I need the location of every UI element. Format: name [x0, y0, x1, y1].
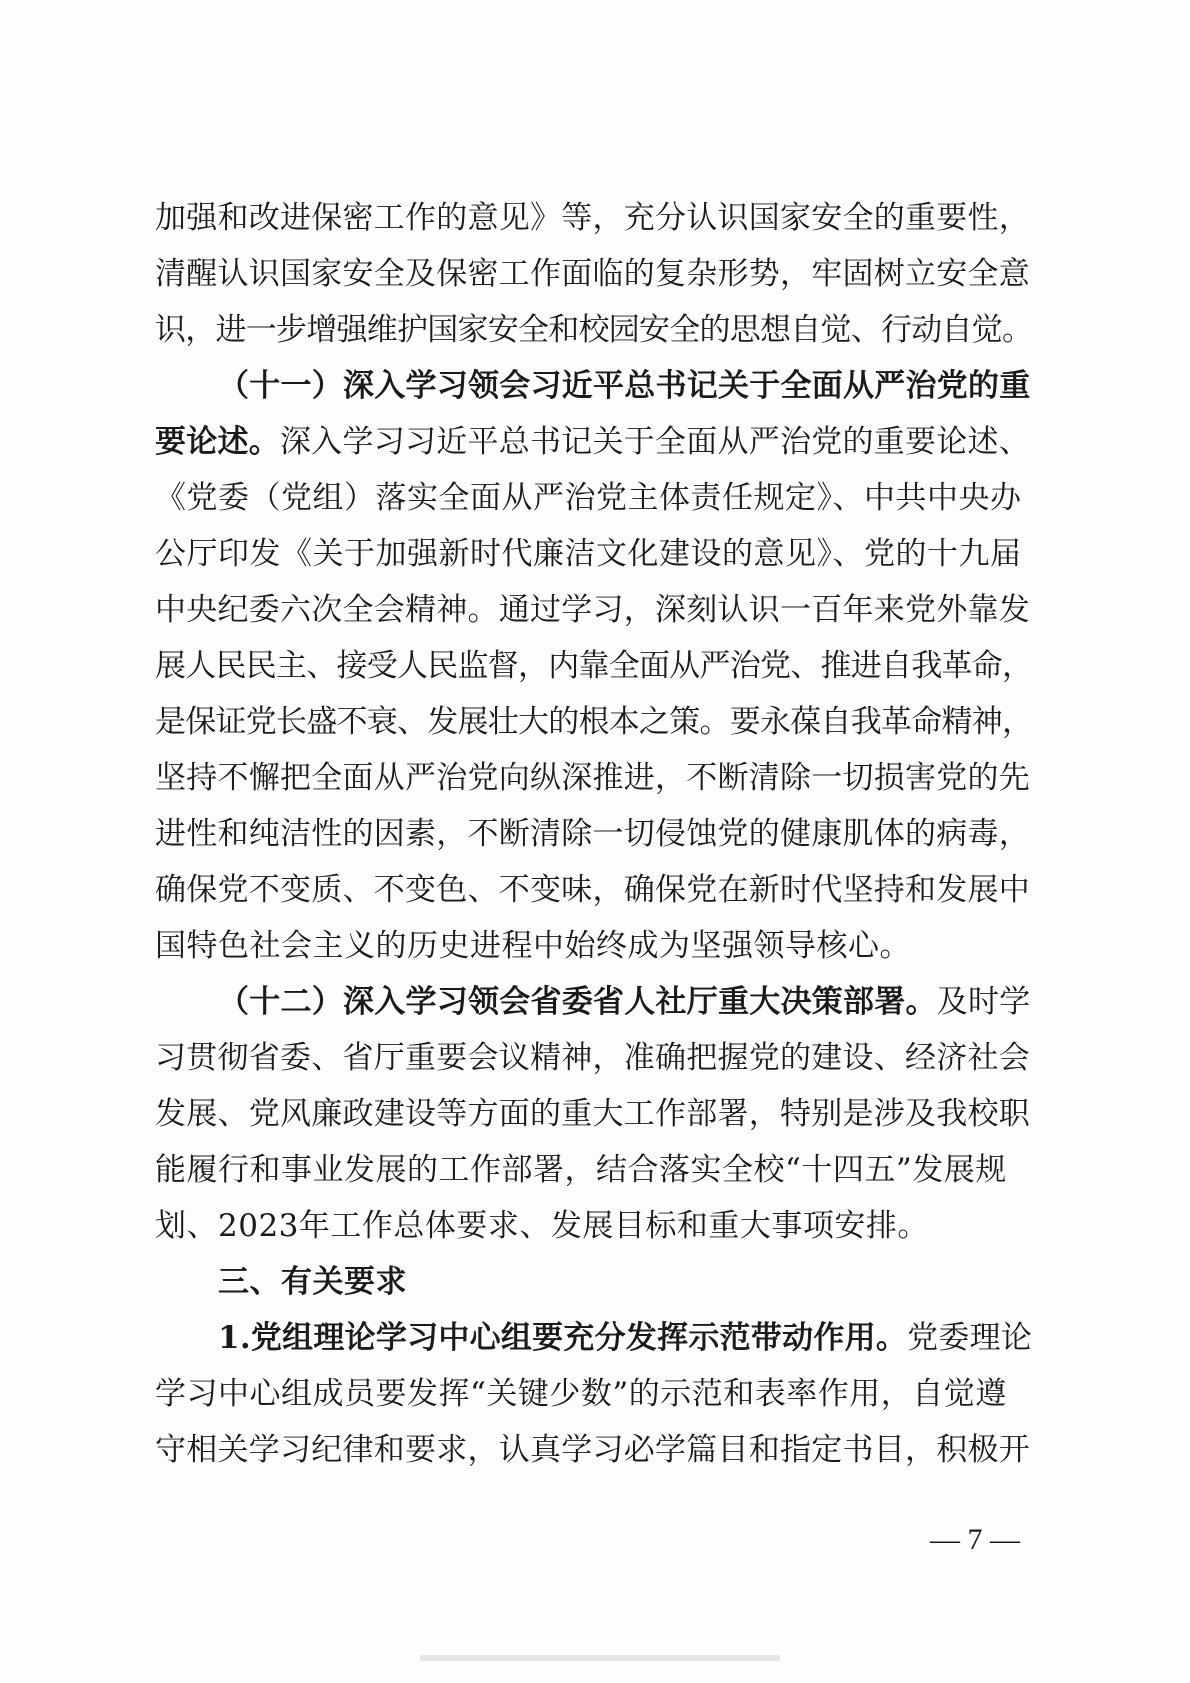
- requirement-item-1: [218, 1318, 1035, 1358]
- text-line: 确保党不变质、不变色、不变味，确保党在新时代坚持和发展中: [155, 872, 1030, 908]
- section-heading-3: 三、有关要求: [218, 1264, 407, 1300]
- text-line: 划、2023年工作总体要求、发展目标和重大事项安排。: [155, 1208, 929, 1244]
- text-line: 习贯彻省委、省厅重要会议精神，准确把握党的建设、经济社会: [155, 1040, 1030, 1076]
- text-line: 国特色社会主义的历史进程中始终成为坚强领导核心。: [155, 928, 911, 964]
- text-line: 坚持不懈把全面从严治党向纵深推进，不断清除一切损害党的先: [155, 760, 1030, 796]
- section-heading-12: （十二）深入学习领会省委省人社厅重大决策部署。: [218, 984, 937, 1020]
- section-heading-11: （十一）深入学习领会习近平总书记关于全面从严治党的重: [218, 368, 1031, 404]
- section-heading-11-tail: 要论述。: [155, 424, 280, 460]
- text-line: 公厅印发《关于加强新时代廉洁文化建设的意见》、党的十九届: [155, 536, 1022, 572]
- text-line: 中央纪委六次全会精神。通过学习，深刻认识一百年来党外靠发: [155, 592, 1030, 628]
- scan-artifact: [420, 1655, 780, 1661]
- text-line: 展人民民主、接受人民监督，内靠全面从严治党、推进自我革命，: [155, 648, 1033, 684]
- text-line: 是保证党长盛不衰、发展壮大的根本之策。要永葆自我革命精神，: [155, 704, 1033, 740]
- text-line: 学习中心组成员要发挥“关键少数”的示范和表率作用，自觉遵: [155, 1376, 1007, 1412]
- text-line: 识，进一步增强维护国家安全和校园安全的思想自觉、行动自觉。: [155, 312, 1033, 348]
- section-11-intro: 深入学习习近平总书记关于全面从严治党的重要论述、: [280, 424, 1030, 460]
- text-line: 守相关学习纪律和要求，认真学习必学篇目和指定书目，积极开: [155, 1432, 1030, 1468]
- text-line: 能履行和事业发展的工作部署，结合落实全校“十四五”发展规: [155, 1152, 1007, 1188]
- text-line: 加强和改进保密工作的意见》等，充分认识国家安全的重要性，: [155, 200, 1030, 236]
- section-12-intro: 及时学: [936, 984, 1031, 1020]
- section-heading-12-line: [218, 982, 1035, 1022]
- section-heading-11-continued: [155, 422, 1035, 462]
- page-number: — 7 —: [930, 1523, 1020, 1556]
- requirement-item-1-title: 1.党组理论学习中心组要充分发挥示范带动作用。: [218, 1320, 908, 1356]
- text-line: 清醒认识国家安全及保密工作面临的复杂形势，牢固树立安全意: [155, 256, 1030, 292]
- requirement-item-1-text: 党委理论: [907, 1320, 1033, 1356]
- text-line: 发展、党风廉政建设等方面的重大工作部署，特别是涉及我校职: [155, 1096, 1030, 1132]
- text-line: 进性和纯洁性的因素，不断清除一切侵蚀党的健康肌体的病毒，: [155, 816, 1030, 852]
- text-line: 《党委（党组）落实全面从严治党主体责任规定》、中共中央办: [155, 480, 1022, 516]
